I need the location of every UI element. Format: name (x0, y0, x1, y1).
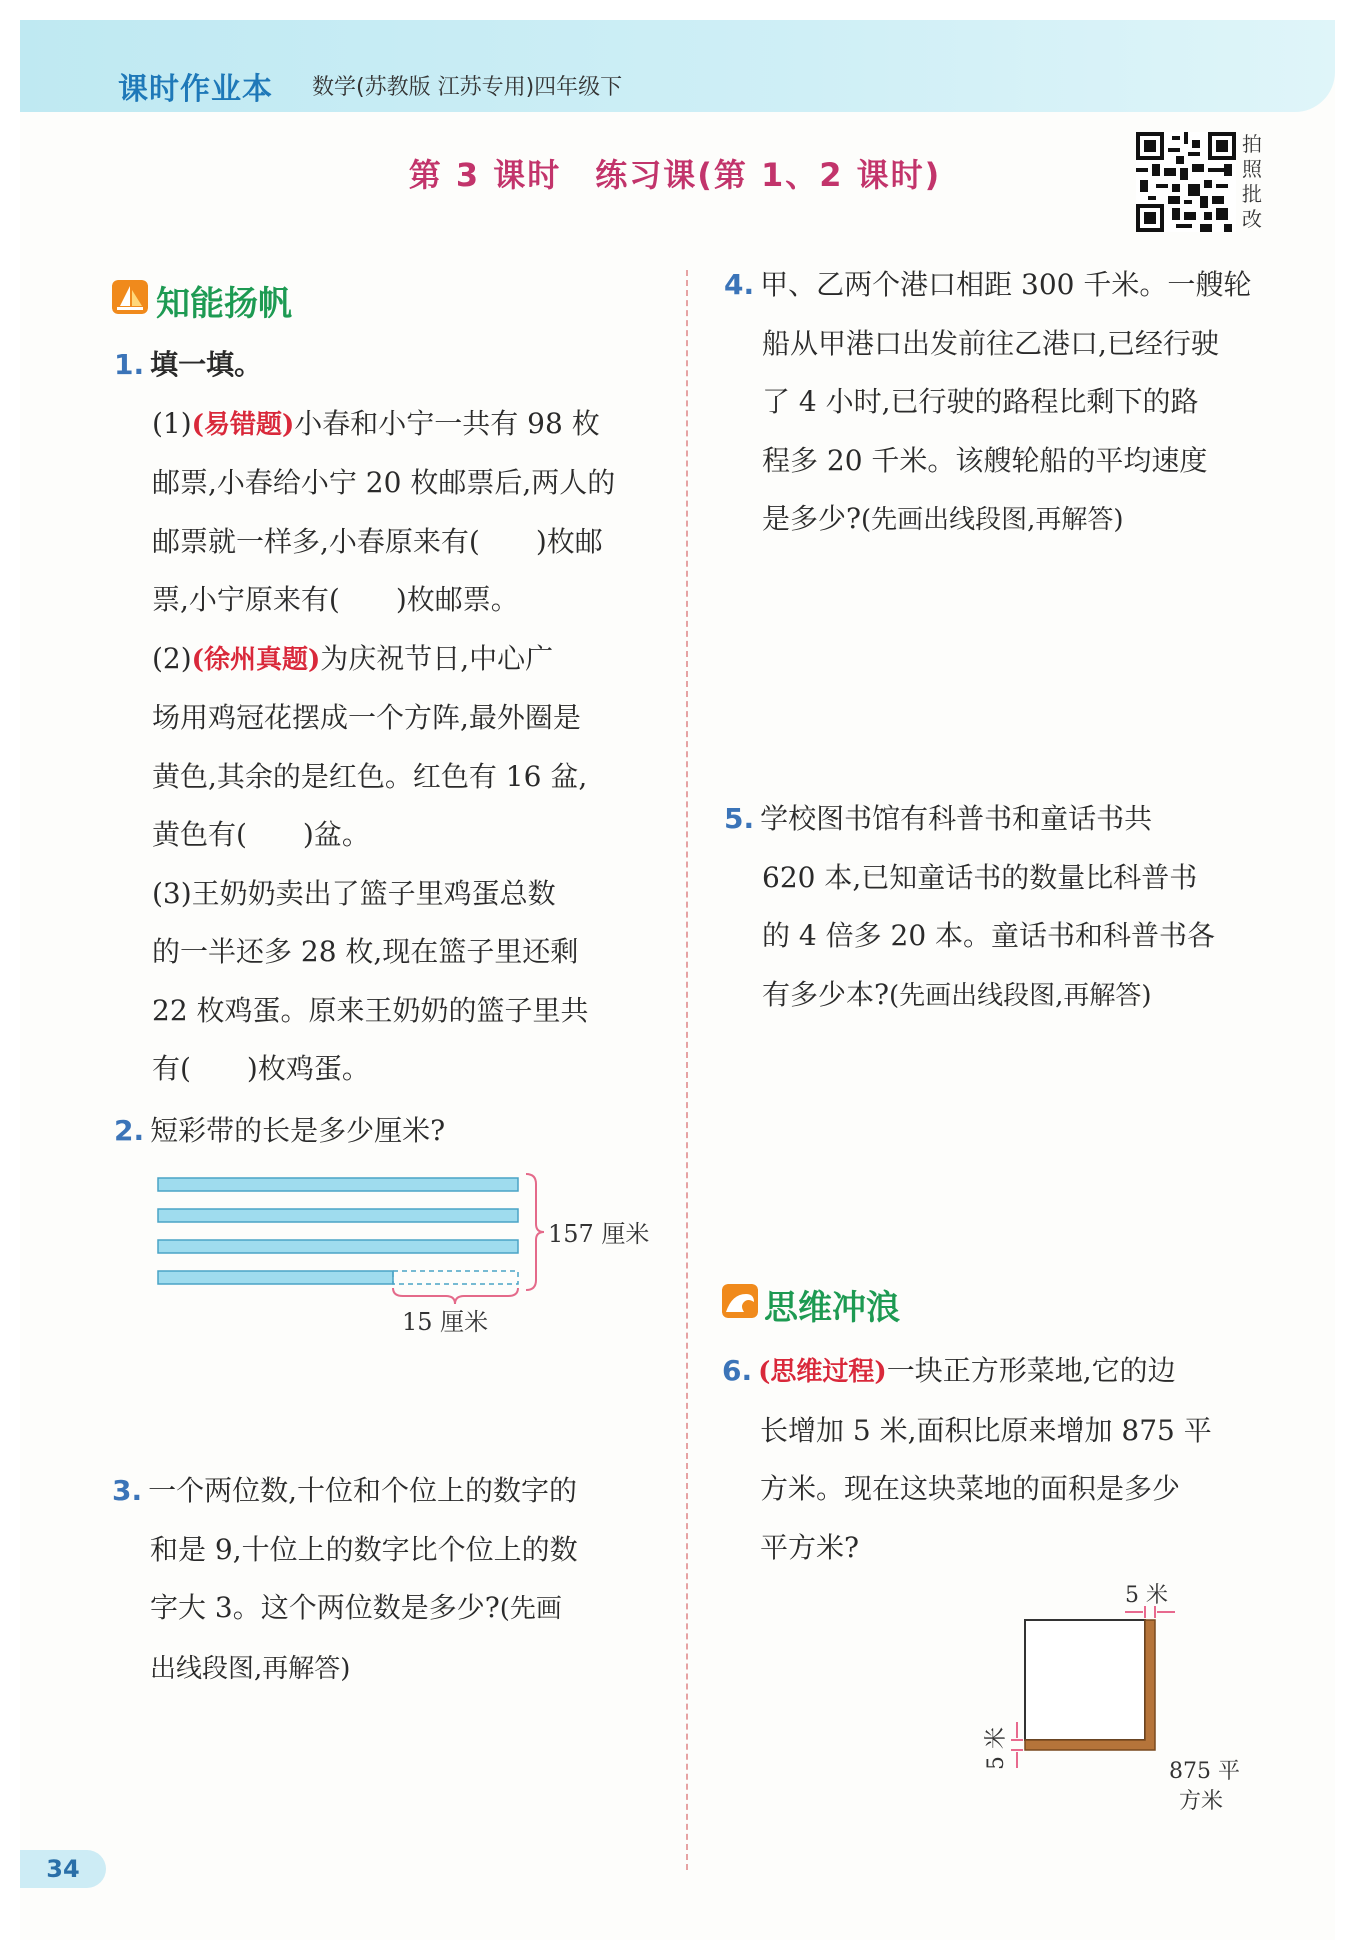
ribbon-long-1 (158, 1178, 518, 1191)
text-line: 王奶奶卖出了篮子里鸡蛋总数 (191, 876, 556, 910)
question-number: 6. (722, 1354, 753, 1387)
qr-label-char: 照 (1242, 157, 1262, 181)
text-line: 邮票就一样多,小春原来有( )枚邮 (152, 524, 603, 558)
ribbon-long-2 (158, 1209, 518, 1222)
qr-label-char: 拍 (1242, 132, 1262, 156)
text-note: (先画出线段图,再解答) (889, 980, 1152, 1011)
diff-label: 15 厘米 (402, 1308, 489, 1336)
tag-badge: (徐州真题) (191, 644, 321, 675)
text-line: 22 枚鸡蛋。原来王奶奶的篮子里共 (152, 993, 589, 1027)
ribbon-diagram (150, 1170, 670, 1340)
text-line: 船从甲港口出发前往乙港口,已经行驶 (762, 326, 1219, 360)
sub-number: (2) (152, 641, 192, 675)
question-2 (114, 1102, 674, 1161)
text-line: 620 本,已知童话书的数量比科普书 (762, 860, 1198, 894)
page-number: 34 (20, 1850, 106, 1888)
brace-diff (393, 1288, 518, 1304)
text-line: 黄色有( )盆。 (152, 818, 370, 851)
total-label: 157 厘米 (548, 1220, 650, 1248)
qr-label-char: 改 (1242, 207, 1262, 231)
lesson-title: 第 3 课时 练习课(第 1、2 课时) (408, 156, 942, 194)
sub-question-3 (114, 865, 674, 1099)
original-square (1025, 1620, 1145, 1740)
brace-total (526, 1174, 544, 1290)
text-note: (先画 (499, 1594, 562, 1624)
sub-question-2 (114, 630, 674, 865)
qr-label (1242, 132, 1266, 232)
question-number: 1. (114, 348, 145, 381)
text-line: 一块正方形菜地,它的边 (886, 1354, 1176, 1387)
ribbon-long-3 (158, 1240, 518, 1253)
text-line: 学校图书馆有科普书和童话书共 (760, 802, 1153, 835)
label-area-1: 875 平 (1169, 1759, 1240, 1784)
tag-badge: (易错题) (191, 409, 295, 440)
text-line: 平方米? (760, 1530, 860, 1564)
text-line: 出线段图,再解答) (150, 1653, 351, 1684)
book-title: 数学(苏教版 江苏专用)四年级下 (312, 75, 623, 100)
question-text: 短彩带的长是多少厘米? (150, 1114, 446, 1147)
question-number: 2. (114, 1114, 145, 1147)
square-field-diagram (975, 1580, 1255, 1820)
question-1 (114, 336, 674, 1099)
section-title-1: 知能扬帆 (156, 284, 292, 324)
label-area-2: 方米 (1179, 1789, 1224, 1814)
qr-code-icon[interactable] (1136, 132, 1236, 232)
text-line: 一个两位数,十位和个位上的数字的 (148, 1474, 578, 1507)
text-note: (先画出线段图,再解答) (861, 505, 1124, 535)
question-title: 填一填。 (150, 348, 263, 381)
sub-number: (1) (152, 406, 192, 440)
sail-icon (112, 280, 148, 314)
text-line: 有多少本? (762, 977, 890, 1011)
text-line: 黄色,其余的是红色。红色有 16 盆, (152, 759, 588, 793)
text-line: 方米。现在这块菜地的面积是多少 (760, 1472, 1181, 1505)
wave-icon (722, 1284, 758, 1318)
text-line: 票,小宁原来有( )枚邮票。 (152, 583, 519, 616)
label-side: 5 米 (984, 1727, 1009, 1770)
sub-number: (3) (152, 876, 192, 910)
text-line: 字大 3。这个两位数是多少? (150, 1591, 500, 1624)
brand-title: 课时作业本 (118, 72, 273, 107)
ribbon-short (158, 1271, 393, 1284)
tag-badge: (思维过程) (758, 1357, 887, 1387)
text-line: 场用鸡冠花摆成一个方阵,最外圈是 (152, 701, 581, 734)
label-top: 5 米 (1125, 1583, 1168, 1608)
ribbon-missing-part (393, 1271, 518, 1284)
question-6 (722, 1342, 1292, 1577)
sub-question-1 (114, 395, 674, 630)
text-line: 程多 20 千米。该艘轮船的平均速度 (762, 443, 1208, 477)
text-line: 是多少? (762, 502, 862, 535)
text-line: 邮票,小春给小宁 20 枚邮票后,两人的 (152, 466, 616, 499)
text-line: 了 4 小时,已行驶的路程比剩下的路 (762, 385, 1199, 418)
section-title-2: 思维冲浪 (764, 1288, 900, 1328)
qr-label-char: 批 (1242, 182, 1262, 206)
question-4 (724, 256, 1284, 550)
text-line: 的一半还多 28 枚,现在篮子里还剩 (152, 935, 579, 968)
question-number: 4. (724, 268, 755, 301)
text-line: 有( )枚鸡蛋。 (152, 1052, 370, 1085)
column-divider (686, 270, 688, 1870)
text-line: 的 4 倍多 20 本。童话书和科普书各 (762, 919, 1216, 952)
text-line: 长增加 5 米,面积比原来增加 875 平 (760, 1413, 1212, 1447)
question-number: 5. (724, 802, 755, 835)
text-line: 小春和小宁一共有 98 枚 (294, 406, 600, 440)
question-3 (112, 1462, 682, 1698)
text-line: 甲、乙两个港口相距 300 千米。一艘轮 (760, 268, 1252, 301)
text-line: 和是 9,十位上的数字比个位上的数 (150, 1532, 578, 1566)
question-5 (724, 790, 1284, 1025)
text-line: 为庆祝节日,中心广 (320, 641, 554, 675)
question-number: 3. (112, 1474, 143, 1507)
